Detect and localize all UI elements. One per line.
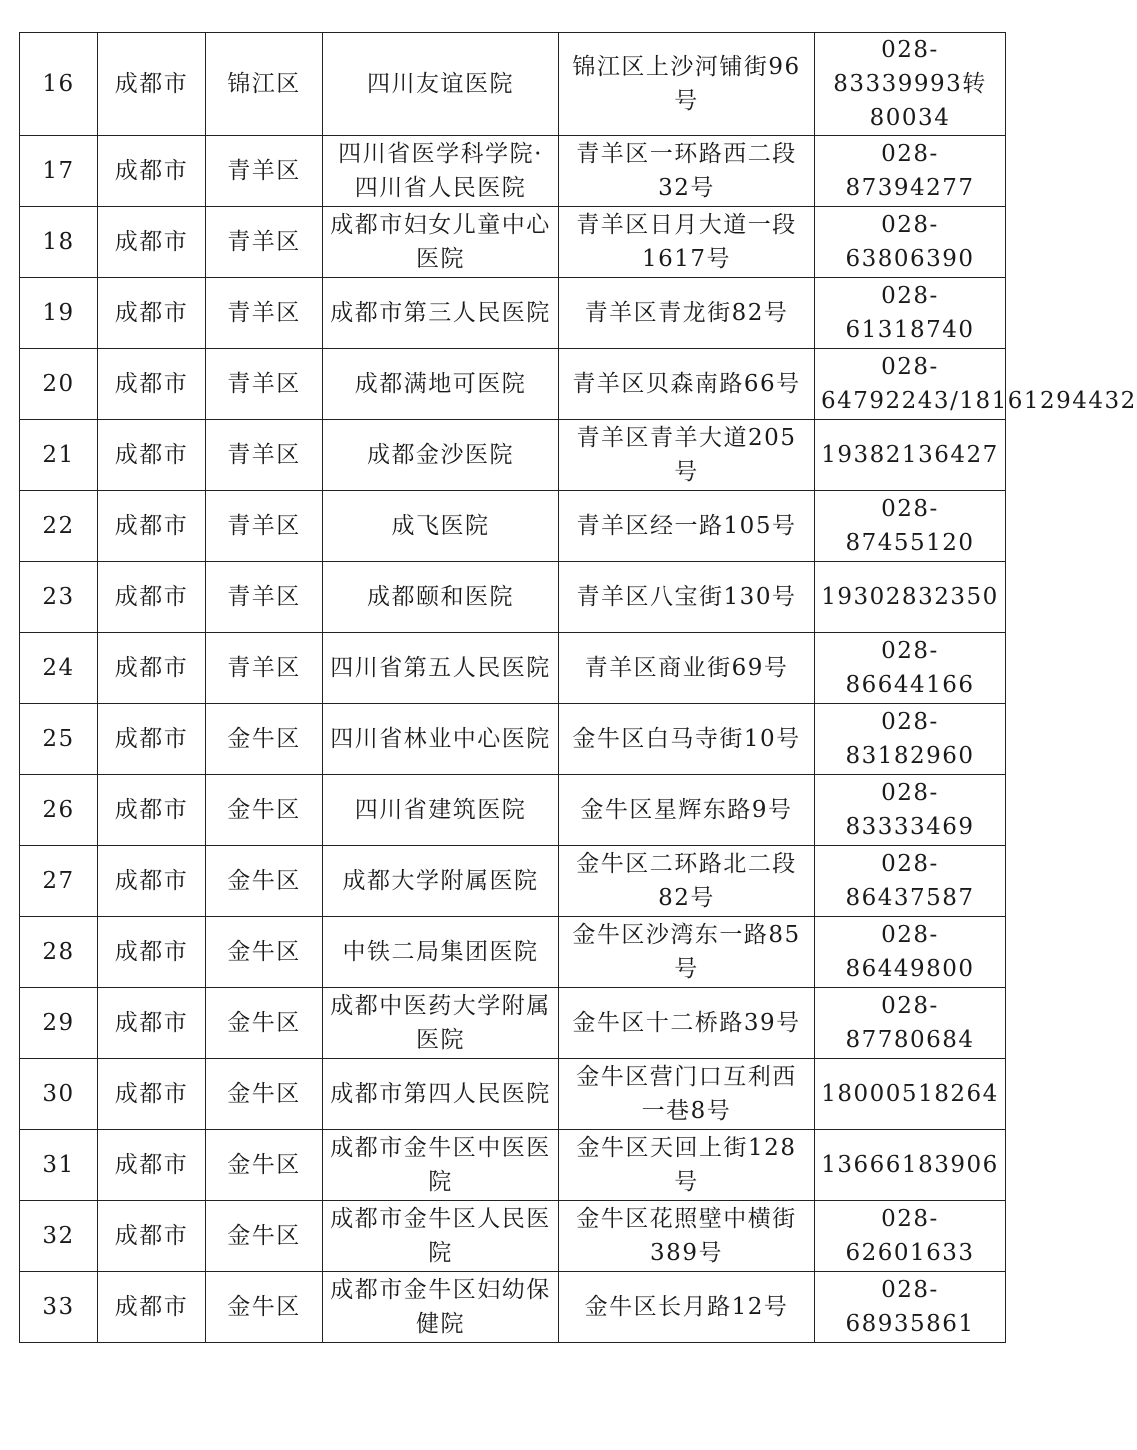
phone-cell: 028-83339993转80034 xyxy=(815,33,1006,136)
district-cell: 金牛区 xyxy=(206,1272,323,1343)
table-row xyxy=(20,775,1006,846)
phone-cell: 028-64792243/18161294432 xyxy=(815,349,1006,420)
table-row xyxy=(20,633,1006,704)
row-number: 22 xyxy=(20,491,98,562)
address-cell: 金牛区星辉东路9号 xyxy=(559,775,815,846)
address-cell: 青羊区青羊大道205号 xyxy=(559,420,815,491)
hospital-name-cell: 四川省医学科学院·四川省人民医院 xyxy=(323,136,559,207)
address-cell: 金牛区天回上街128号 xyxy=(559,1130,815,1201)
city-cell: 成都市 xyxy=(98,1272,206,1343)
phone-cell: 028-86644166 xyxy=(815,633,1006,704)
district-cell: 青羊区 xyxy=(206,349,323,420)
hospital-name-cell: 成都大学附属医院 xyxy=(323,846,559,917)
hospital-name-cell: 成都市第三人民医院 xyxy=(323,278,559,349)
phone-cell: 19302832350 xyxy=(815,562,1006,633)
city-cell: 成都市 xyxy=(98,33,206,136)
phone-cell: 028-62601633 xyxy=(815,1201,1006,1272)
row-number: 24 xyxy=(20,633,98,704)
table-row xyxy=(20,917,1006,988)
phone-cell: 028-83182960 xyxy=(815,704,1006,775)
table-row xyxy=(20,1201,1006,1272)
district-cell: 锦江区 xyxy=(206,33,323,136)
city-cell: 成都市 xyxy=(98,633,206,704)
phone-cell: 028-87394277 xyxy=(815,136,1006,207)
table-row xyxy=(20,491,1006,562)
address-cell: 金牛区营门口互利西一巷8号 xyxy=(559,1059,815,1130)
city-cell: 成都市 xyxy=(98,420,206,491)
city-cell: 成都市 xyxy=(98,349,206,420)
address-cell: 青羊区日月大道一段1617号 xyxy=(559,207,815,278)
phone-cell: 028-87455120 xyxy=(815,491,1006,562)
row-number: 20 xyxy=(20,349,98,420)
phone-cell: 028-87780684 xyxy=(815,988,1006,1059)
table-row xyxy=(20,207,1006,278)
city-cell: 成都市 xyxy=(98,846,206,917)
table-row xyxy=(20,420,1006,491)
district-cell: 青羊区 xyxy=(206,491,323,562)
row-number: 23 xyxy=(20,562,98,633)
row-number: 19 xyxy=(20,278,98,349)
row-number: 28 xyxy=(20,917,98,988)
city-cell: 成都市 xyxy=(98,1130,206,1201)
row-number: 27 xyxy=(20,846,98,917)
hospital-name-cell: 四川友谊医院 xyxy=(323,33,559,136)
table-row xyxy=(20,1130,1006,1201)
district-cell: 金牛区 xyxy=(206,917,323,988)
row-number: 18 xyxy=(20,207,98,278)
district-cell: 金牛区 xyxy=(206,775,323,846)
address-cell: 青羊区八宝街130号 xyxy=(559,562,815,633)
table-row xyxy=(20,278,1006,349)
address-cell: 青羊区经一路105号 xyxy=(559,491,815,562)
address-cell: 金牛区二环路北二段82号 xyxy=(559,846,815,917)
hospital-name-cell: 四川省建筑医院 xyxy=(323,775,559,846)
phone-cell: 18000518264 xyxy=(815,1059,1006,1130)
address-cell: 金牛区白马寺街10号 xyxy=(559,704,815,775)
district-cell: 青羊区 xyxy=(206,420,323,491)
row-number: 32 xyxy=(20,1201,98,1272)
row-number: 17 xyxy=(20,136,98,207)
district-cell: 金牛区 xyxy=(206,846,323,917)
hospital-name-cell: 成都市第四人民医院 xyxy=(323,1059,559,1130)
hospital-name-cell: 四川省第五人民医院 xyxy=(323,633,559,704)
phone-cell: 028-61318740 xyxy=(815,278,1006,349)
city-cell: 成都市 xyxy=(98,775,206,846)
district-cell: 青羊区 xyxy=(206,633,323,704)
address-cell: 金牛区长月路12号 xyxy=(559,1272,815,1343)
table-row xyxy=(20,136,1006,207)
address-cell: 青羊区贝森南路66号 xyxy=(559,349,815,420)
phone-cell: 028-83333469 xyxy=(815,775,1006,846)
phone-cell: 028-86437587 xyxy=(815,846,1006,917)
hospital-name-cell: 中铁二局集团医院 xyxy=(323,917,559,988)
table-row xyxy=(20,349,1006,420)
address-cell: 青羊区青龙街82号 xyxy=(559,278,815,349)
table-row xyxy=(20,704,1006,775)
hospital-table xyxy=(19,32,1137,1343)
row-number: 21 xyxy=(20,420,98,491)
district-cell: 青羊区 xyxy=(206,562,323,633)
district-cell: 青羊区 xyxy=(206,207,323,278)
city-cell: 成都市 xyxy=(98,1201,206,1272)
row-number: 31 xyxy=(20,1130,98,1201)
row-number: 16 xyxy=(20,33,98,136)
hospital-name-cell: 成都颐和医院 xyxy=(323,562,559,633)
hospital-name-cell: 成都满地可医院 xyxy=(323,349,559,420)
city-cell: 成都市 xyxy=(98,988,206,1059)
district-cell: 金牛区 xyxy=(206,988,323,1059)
city-cell: 成都市 xyxy=(98,917,206,988)
address-cell: 锦江区上沙河铺街96号 xyxy=(559,33,815,136)
row-number: 29 xyxy=(20,988,98,1059)
row-number: 30 xyxy=(20,1059,98,1130)
district-cell: 金牛区 xyxy=(206,1130,323,1201)
district-cell: 青羊区 xyxy=(206,278,323,349)
address-cell: 金牛区花照壁中横街389号 xyxy=(559,1201,815,1272)
hospital-name-cell: 成都中医药大学附属医院 xyxy=(323,988,559,1059)
city-cell: 成都市 xyxy=(98,136,206,207)
district-cell: 金牛区 xyxy=(206,1059,323,1130)
table-row xyxy=(20,33,1006,136)
row-number: 26 xyxy=(20,775,98,846)
district-cell: 金牛区 xyxy=(206,1201,323,1272)
hospital-name-cell: 成都市金牛区人民医院 xyxy=(323,1201,559,1272)
hospital-name-cell: 成飞医院 xyxy=(323,491,559,562)
table-body xyxy=(20,33,1137,1343)
city-cell: 成都市 xyxy=(98,491,206,562)
hospital-name-cell: 四川省林业中心医院 xyxy=(323,704,559,775)
district-cell: 青羊区 xyxy=(206,136,323,207)
table-row xyxy=(20,846,1006,917)
phone-cell: 028-63806390 xyxy=(815,207,1006,278)
address-cell: 金牛区沙湾东一路85号 xyxy=(559,917,815,988)
city-cell: 成都市 xyxy=(98,1059,206,1130)
address-cell: 金牛区十二桥路39号 xyxy=(559,988,815,1059)
address-cell: 青羊区商业街69号 xyxy=(559,633,815,704)
table-row xyxy=(20,1059,1006,1130)
hospital-name-cell: 成都金沙医院 xyxy=(323,420,559,491)
hospital-name-cell: 成都市妇女儿童中心医院 xyxy=(323,207,559,278)
hospital-name-cell: 成都市金牛区中医医院 xyxy=(323,1130,559,1201)
hospital-name-cell: 成都市金牛区妇幼保健院 xyxy=(323,1272,559,1343)
phone-cell: 19382136427 xyxy=(815,420,1006,491)
phone-cell: 13666183906 xyxy=(815,1130,1006,1201)
phone-cell: 028-86449800 xyxy=(815,917,1006,988)
row-number: 33 xyxy=(20,1272,98,1343)
table-row xyxy=(20,562,1006,633)
district-cell: 金牛区 xyxy=(206,704,323,775)
row-number: 25 xyxy=(20,704,98,775)
table-row xyxy=(20,1272,1006,1343)
city-cell: 成都市 xyxy=(98,278,206,349)
table-row xyxy=(20,988,1006,1059)
address-cell: 青羊区一环路西二段32号 xyxy=(559,136,815,207)
city-cell: 成都市 xyxy=(98,207,206,278)
city-cell: 成都市 xyxy=(98,704,206,775)
city-cell: 成都市 xyxy=(98,562,206,633)
phone-cell: 028-68935861 xyxy=(815,1272,1006,1343)
